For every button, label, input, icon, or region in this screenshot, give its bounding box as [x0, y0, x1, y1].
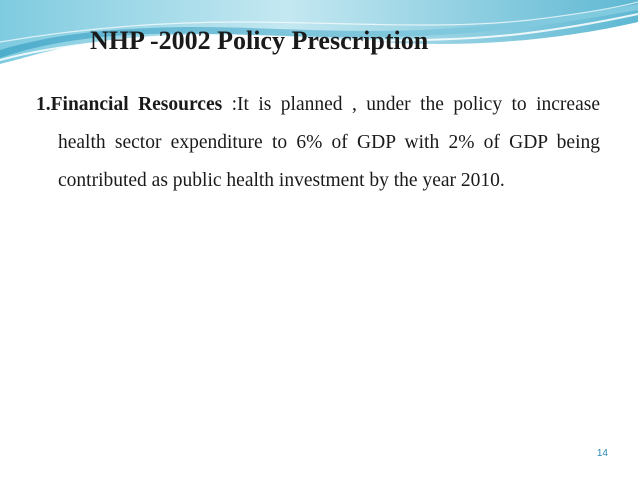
- policy-item: [0, 86, 600, 200]
- item-heading: Financial Resources: [50, 94, 223, 115]
- page-number: 14: [596, 448, 608, 459]
- slide-body: [0, 86, 600, 200]
- item-text: :It is planned , under the policy to increase health sector expenditure to 6% of GDP with 2% of GDP being contributed as public health investment by the year 2010.: [58, 94, 600, 191]
- slide-title: NHP -2002 Policy Prescription: [90, 26, 429, 55]
- item-number: 1.: [36, 94, 51, 115]
